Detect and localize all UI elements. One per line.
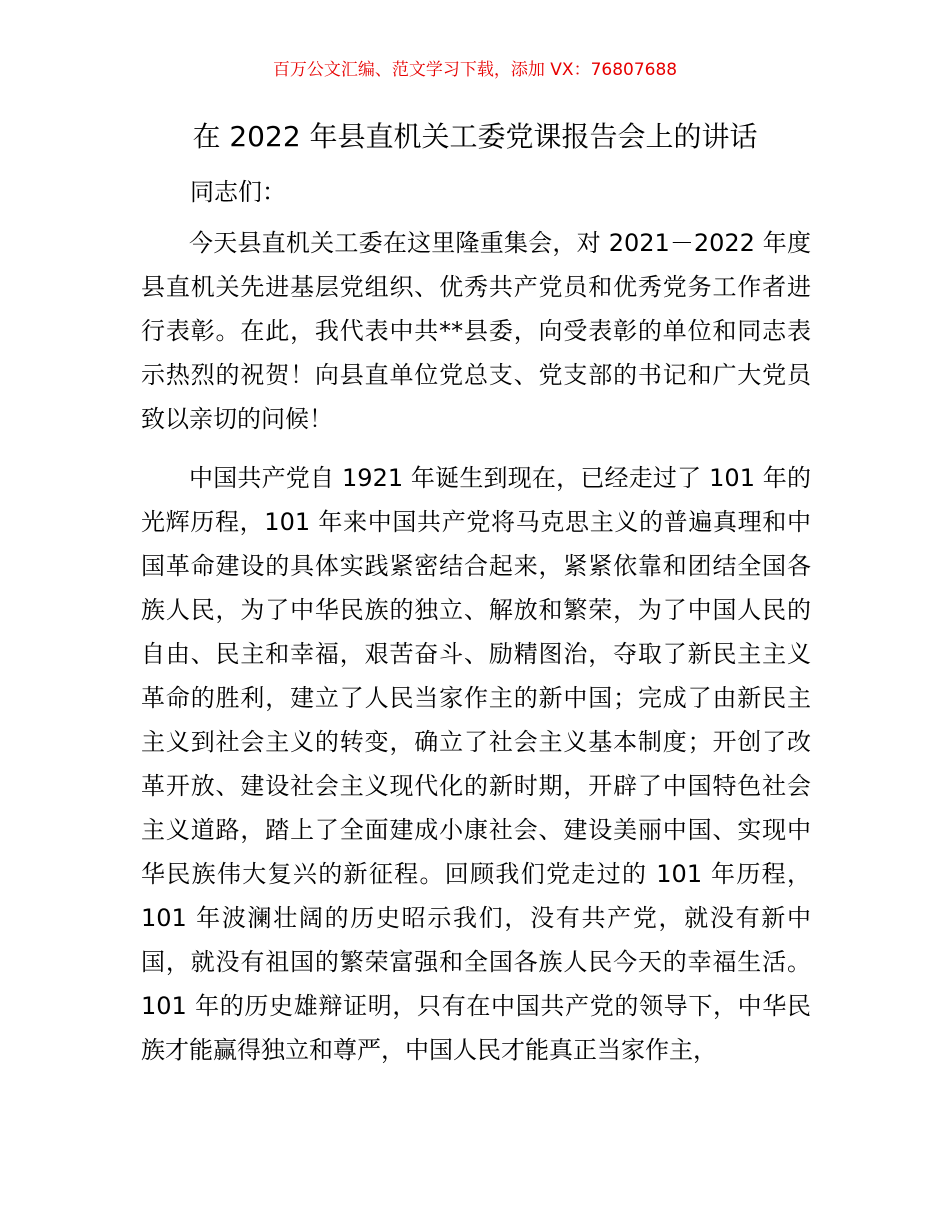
document-body [141, 221, 811, 1087]
paragraph-1: 今天县直机关工委在这里隆重集会，对 2021－2022 年度县直机关先进基层党组织、优秀共产党员和优秀党务工作者进行表彰。在此，我代表中共**县委，向受表彰的单位和同志表示热烈的祝贺！向县直单位党总支、党支部的书记和广大党员致以亲切的问候！ [141, 229, 811, 433]
watermark-banner: 百万公文汇编、范文学习下载，添加 VX：76807688 [272, 60, 678, 80]
salutation: 同志们： [190, 178, 286, 206]
page-title: 在 2022 年县直机关工委党课报告会上的讲话 [192, 120, 758, 153]
paragraph-2: 中国共产党自 1921 年诞生到现在，已经走过了 101 年的光辉历程，101 年来中国共产党将马克思主义的普遍真理和中国革命建设的具体实践紧密结合起来，紧紧依靠和团结全国各族人民，为了中华民族的独立、解放和繁荣，为了中国人民的自由、民主和幸福，艰苦奋斗、励精图治，夺取了新民主主义革命的胜利，建立了人民当家作主的新中国；完成了由新民主主义到社会主义的转变，确立了社会主义基本制度；开创了改革开放、建设社会主义现代化的新时期，开辟了中国特色社会主义道路，踏上了全面建成小康社会、建设美丽中国、实现中华民族伟大复兴的新征程。回顾我们党走过的 101 年历程，101 年波澜壮阔的历史昭示我们，没有共产党，就没有新中国，就没有祖国的繁荣富强和全国各族人民今天的幸福生活。101 年的历史雄辩证明，只有在中国共产党的领导下，中华民族才能赢得独立和尊严，中国人民才能真正当家作主， [141, 464, 811, 1064]
